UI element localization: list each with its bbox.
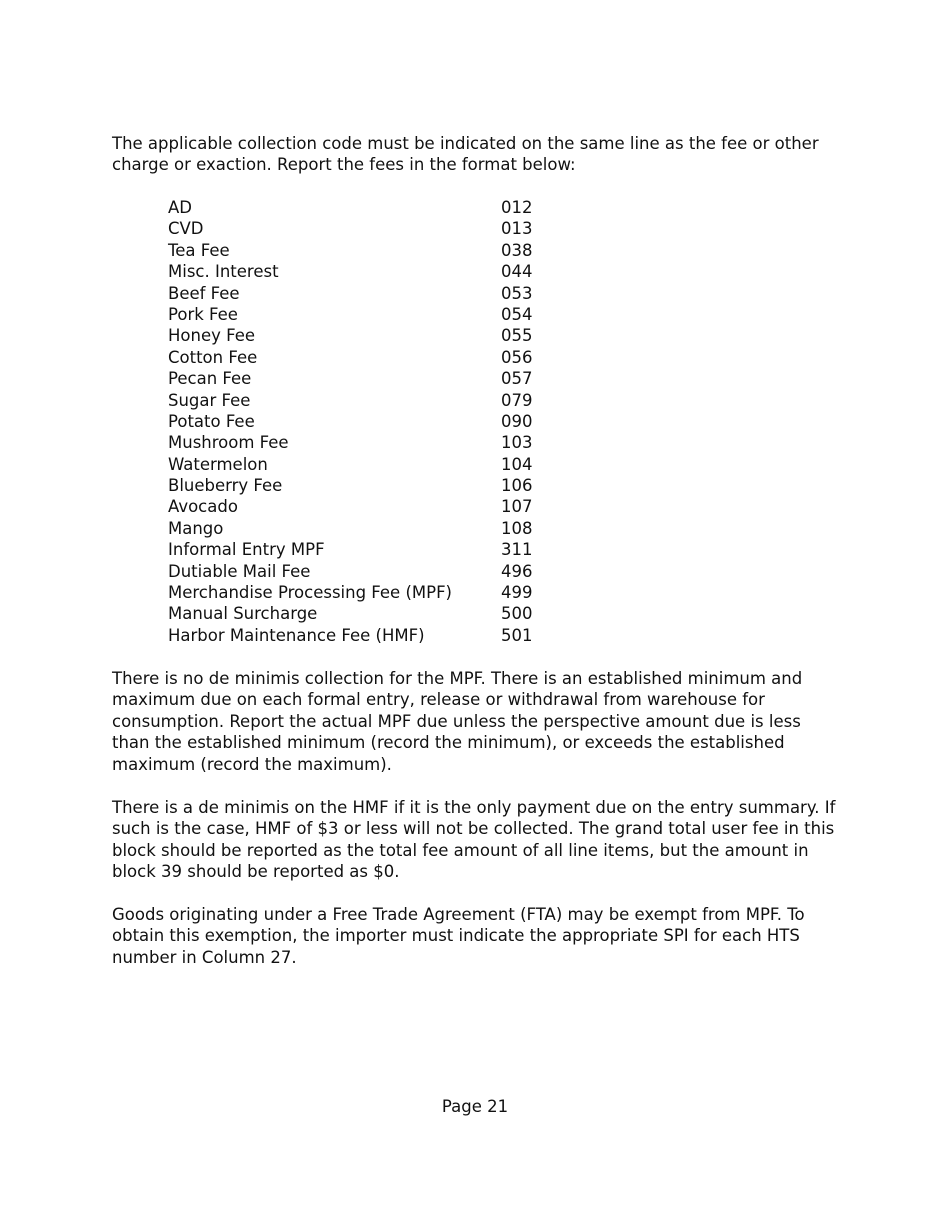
fee-code: 106 — [501, 476, 533, 496]
fee-name: Merchandise Processing Fee (MPF) — [168, 583, 452, 603]
fee-code: 057 — [501, 369, 533, 389]
fee-code: 107 — [501, 497, 533, 517]
fee-row — [168, 261, 568, 282]
fee-name: Harbor Maintenance Fee (HMF) — [168, 625, 425, 645]
fee-code: 108 — [501, 518, 533, 538]
fee-row — [168, 240, 568, 261]
fee-row — [168, 582, 568, 603]
fee-row — [168, 539, 568, 560]
fee-row — [168, 475, 568, 496]
mpf-paragraph: There is no de minimis collection for the MPF. There is an established minimum and maximum due on each formal entry, release or withdrawal from warehouse for consumption. Report the actual MPF due unless the perspective amount due is less than the established minimum (record the minimum), or exceeds the established maximum (record the maximum). — [112, 669, 803, 774]
fee-name: Sugar Fee — [168, 390, 251, 410]
fee-code: 053 — [501, 283, 533, 303]
fta-paragraph: Goods originating under a Free Trade Agreement (FTA) may be exempt from MPF. To obtain this exemption, the importer must indicate the appropriate SPI for each HTS number in Column 27. — [112, 905, 805, 967]
fee-row — [168, 347, 568, 368]
fee-row — [168, 432, 568, 453]
page-number: Page 21 — [441, 1097, 509, 1116]
fee-name: Pork Fee — [168, 304, 238, 324]
fee-code: 012 — [501, 198, 533, 217]
fee-row — [168, 496, 568, 517]
fee-code: 501 — [501, 625, 533, 645]
fee-code: 103 — [501, 433, 533, 453]
fee-code: 055 — [501, 326, 533, 346]
fee-row — [168, 625, 568, 646]
fee-code: 496 — [501, 561, 533, 581]
fee-name: Dutiable Mail Fee — [168, 561, 311, 581]
fee-code: 500 — [501, 604, 533, 624]
fee-name: Blueberry Fee — [168, 476, 283, 496]
fee-name: Misc. Interest — [168, 262, 279, 282]
fee-code-table — [168, 197, 568, 646]
fee-code: 090 — [501, 411, 533, 431]
fee-name: Mushroom Fee — [168, 433, 289, 453]
fee-code: 499 — [501, 583, 533, 603]
hmf-paragraph: There is a de minimis on the HMF if it is the only payment due on the entry summary. If such is the case, HMF of $3 or less will not be collected. The grand total user fee in this block should be reported as the total fee amount of all line items, but the amount in block 39 should be reported as $0. — [112, 798, 836, 882]
fee-code: 056 — [501, 347, 533, 367]
fee-code: 054 — [501, 304, 533, 324]
fee-row — [168, 603, 568, 624]
fee-row — [168, 390, 568, 411]
fee-code: 044 — [501, 262, 533, 282]
fee-row — [168, 304, 568, 325]
fee-row — [168, 283, 568, 304]
fee-name: AD — [168, 198, 192, 217]
fee-name: Watermelon — [168, 454, 268, 474]
fee-code: 079 — [501, 390, 533, 410]
fee-name: Tea Fee — [168, 240, 230, 260]
fee-row — [168, 197, 568, 218]
fee-name: Honey Fee — [168, 326, 256, 346]
fee-name: Informal Entry MPF — [168, 540, 325, 560]
fee-row — [168, 454, 568, 475]
fee-name: Avocado — [168, 497, 238, 517]
fee-name: Potato Fee — [168, 411, 255, 431]
intro-paragraph: The applicable collection code must be indicated on the same line as the fee or other charge or exaction. Report the fees in the format below: — [112, 134, 819, 175]
fee-name: Pecan Fee — [168, 369, 252, 389]
fee-code: 311 — [501, 540, 533, 560]
fee-row — [168, 325, 568, 346]
fee-name: Mango — [168, 518, 224, 538]
fee-code: 038 — [501, 240, 533, 260]
fee-row — [168, 218, 568, 239]
fee-code: 013 — [501, 219, 533, 239]
fee-name: Beef Fee — [168, 283, 240, 303]
fee-name: CVD — [168, 219, 204, 239]
fee-code: 104 — [501, 454, 533, 474]
fee-row — [168, 518, 568, 539]
fee-name: Cotton Fee — [168, 347, 258, 367]
fee-row — [168, 411, 568, 432]
fee-name: Manual Surcharge — [168, 604, 318, 624]
fee-row — [168, 561, 568, 582]
fee-row — [168, 368, 568, 389]
